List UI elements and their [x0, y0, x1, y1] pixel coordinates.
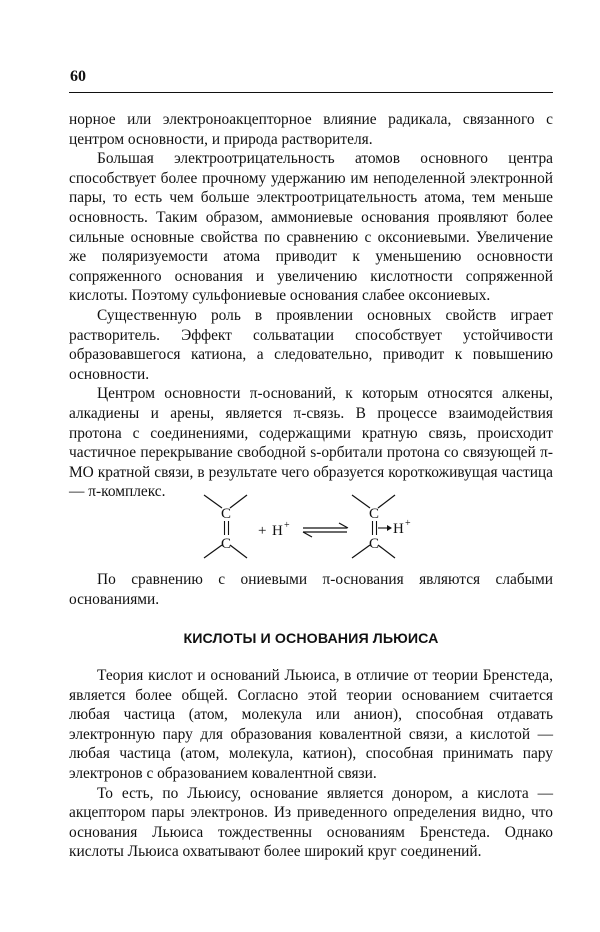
equilibrium-arrows-icon [303, 523, 348, 537]
pi-complex-structure [352, 495, 411, 558]
section-heading: КИСЛОТЫ И ОСНОВАНИЯ ЛЬЮИСА [183, 631, 439, 647]
paragraph: Большая электроотрицательность атомов основного центра способствует более прочному удержанию им неподеленной электронной пары, то есть чем больше электроотрицательность атома, тем меньше основность. Таким образом, аммониевые основания проявляют более сильные основные свойства по сравнению с оксониевыми. Увеличение же поляризуемости атома приводит к уменьшению основности сопряженного основания и увеличению кислотности сопряженной кислоты. Поэтому сульфониевые основания слабее оксониевых. [69, 150, 553, 305]
proton-symbol: H [272, 523, 283, 539]
paragraph: Теория кислот и оснований Льюиса, в отличие от теории Бренстеда, является более общей. Согласно этой теории основанием считается любая частица (атом, молекула или анион), способная отдавать электронную пару для образования ковалентной связи, а кислотой — любая частица (атом, молекула, катион), способная принимать пару электронов с образованием ковалентной связи. [69, 667, 553, 782]
alkene-structure [204, 495, 247, 558]
paragraph: Центром основности π-оснований, к которым относятся алкены, алкадиены и арены, является π-связь. В процессе взаимодействия протона с соединениями, содержащими кратную связь, происходит частичное перекрывание свободной s-орбитали протона со связующей π-МО кратной связи, в результате чего образуется короткоживущая частица — π-комплекс. [69, 385, 553, 501]
complex-carbon-top: C [369, 506, 380, 522]
paragraph: Существенную роль в проявлении основных свойств играет растворитель. Эффект сольватации способствует устойчивости образовавшегося катиона, а следовательно, приводит к повышению основности. [69, 306, 553, 383]
paragraph: По сравнению с ониевыми π-основания являются слабыми основаниями. [69, 571, 553, 608]
alkene-carbon-top: C [221, 506, 232, 522]
plus-sign: + [258, 523, 267, 539]
body-text-top [69, 110, 553, 502]
reaction-diagram [69, 490, 553, 565]
complex-carbon-bottom: C [369, 536, 380, 552]
complex-proton-charge: + [405, 518, 411, 529]
body-text-after-reaction [69, 570, 553, 609]
body-text-bottom [69, 666, 553, 862]
header-rule [69, 92, 553, 93]
page-number: 60 [70, 68, 86, 85]
complex-proton-symbol: H [393, 521, 404, 537]
proton-charge: + [284, 520, 290, 531]
paragraph: норное или электроноакцепторное влияние радикала, связанного с центром основности, и природа растворителя. [69, 111, 553, 148]
alkene-carbon-bottom: C [221, 536, 232, 552]
pi-complex-reaction-scheme [69, 490, 553, 565]
paragraph: То есть, по Льюису, основание является донором, а кислота — акцептором пары электронов. Из приведенного определения видно, что основания Льюиса тождественны основаниям Бренстеда. Однако кислоты Льюиса охватывают более широкий круг соединений. [69, 784, 553, 861]
